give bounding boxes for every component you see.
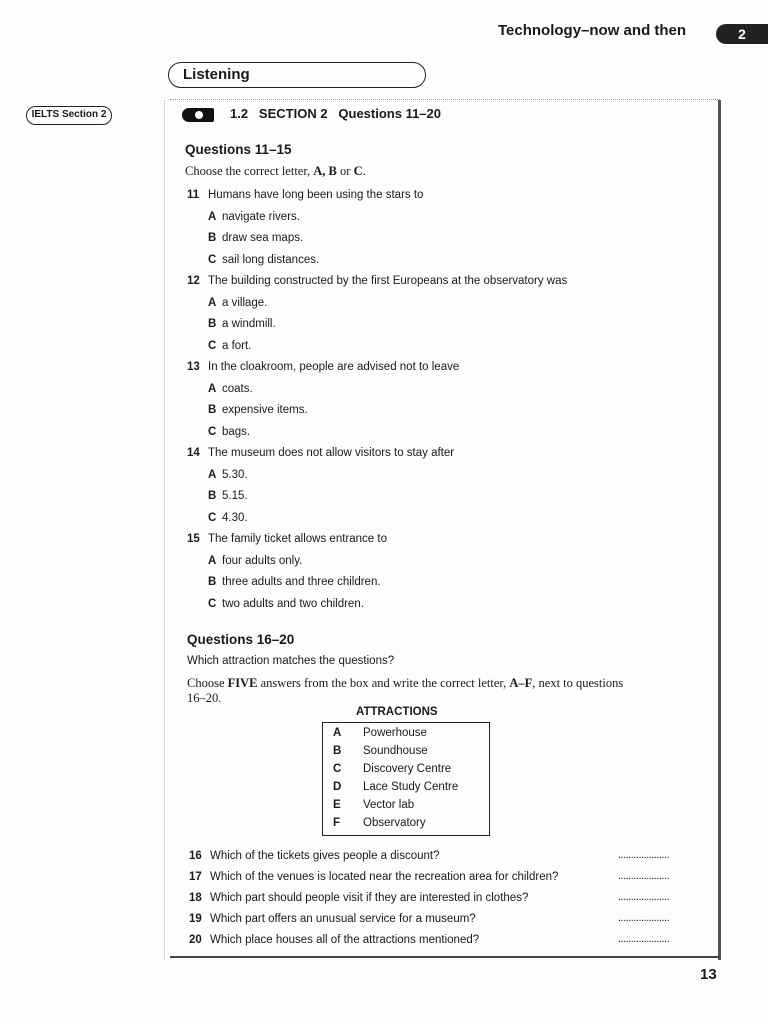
question-text: Which part offers an unusual service for a museum? [210,913,476,925]
question-text: Which of the venues is located near the recreation area for children? [210,871,559,883]
question-14 [187,447,454,459]
option-14-c [208,512,248,524]
option-15-b [208,576,381,588]
option-text: a village. [222,296,268,309]
question-13 [187,361,459,373]
option-letter: C [208,597,217,610]
question-19 [189,913,476,925]
option-letter: C [208,425,217,438]
panel-top-border [170,99,720,100]
option-letter: B [208,404,217,416]
option-text: coats. [222,382,253,395]
section-title-box: Listening [168,62,426,88]
option-text: expensive items. [222,404,308,416]
question-text: Which part should people visit if they are interested in clothes? [210,892,529,904]
answer-blank-20[interactable]: .................... [618,933,670,945]
option-letter: B [208,232,217,244]
option-text: navigate rivers. [222,210,300,223]
option-letter: A [208,468,217,481]
question-text: The family ticket allows entrance to [208,533,387,545]
attraction-letter: A [333,727,342,739]
option-12-a [208,297,267,309]
page-number: 13 [700,966,717,983]
question-18 [189,892,528,904]
option-text: two adults and two children. [222,597,364,610]
option-letter: A [208,296,217,309]
option-14-b [208,490,248,502]
option-text: four adults only. [222,554,303,567]
ielts-section-badge: IELTS Section 2 [26,106,112,125]
question-number: 12 [187,275,200,287]
option-letter: C [208,253,217,266]
question-number: 11 [187,189,200,201]
question-20 [189,934,479,946]
instruction-range: A–F [509,676,533,690]
attraction-a [333,727,427,739]
option-text: 4.30. [222,511,248,524]
option-14-a [208,469,248,481]
option-text: bags. [222,425,251,438]
option-letter: B [208,490,217,502]
answer-blank-19[interactable]: .................... [618,912,670,924]
attraction-name: Soundhouse [363,745,428,757]
option-15-c [208,598,364,610]
instruction-end: . [362,164,366,178]
attraction-name: Observatory [363,817,426,829]
option-11-b [208,232,303,244]
question-number: 13 [187,361,200,373]
option-text: 5.15. [222,490,248,502]
audio-cd-icon [182,108,214,122]
attraction-d [333,781,458,793]
option-letter: A [208,210,217,223]
attraction-name: Lace Study Centre [363,781,459,793]
attraction-name: Discovery Centre [363,763,452,775]
instruction-five: FIVE [227,676,258,690]
option-letter: A [208,554,217,567]
option-letter: A [208,382,217,395]
instruction-answers: answers from the box and write the correct letter, [257,676,510,690]
panel-left-border [164,100,165,960]
track-label [230,106,441,121]
option-12-b [208,318,276,330]
option-letter: C [208,339,217,352]
instruction-or: or [336,164,354,178]
panel-bottom-border [170,956,720,958]
question-number: 19 [189,913,202,925]
instruction-letters: A, B [313,164,337,178]
option-letter: B [208,576,217,588]
attraction-name: Vector lab [363,799,415,811]
track-questions: Questions 11–20 [338,106,442,121]
track-section: SECTION 2 [258,106,328,121]
question-text: Which of the tickets gives people a discount? [210,850,440,862]
attraction-letter: B [333,745,342,757]
question-15 [187,533,387,545]
chapter-title: Technology–now and then [498,22,687,39]
option-12-c [208,340,251,352]
question-number: 15 [187,533,200,545]
answer-blank-17[interactable]: .................... [618,870,670,882]
question-12 [187,275,567,287]
attraction-letter: E [333,799,341,811]
question-17 [189,871,558,883]
chapter-number-tab: 2 [716,24,768,44]
attraction-e [333,799,414,811]
option-text: a fort. [222,339,252,352]
option-13-c [208,426,250,438]
answer-blank-16[interactable]: .................... [618,849,670,861]
question-number: 18 [189,892,202,904]
instruction-next: , next to questions [532,676,624,690]
option-text: three adults and three children. [222,576,381,588]
question-number: 17 [189,871,202,883]
question-number: 16 [189,850,202,862]
option-letter: C [208,511,217,524]
option-text: draw sea maps. [222,232,304,244]
track-number: 1.2 [230,106,249,121]
option-15-a [208,555,302,567]
option-13-a [208,383,253,395]
attraction-name: Powerhouse [363,727,427,739]
part2-instruction-2 [187,676,623,691]
question-number: 14 [187,447,200,459]
question-11 [187,189,423,201]
part2-instruction-line2: 16–20. [187,691,222,705]
option-11-c [208,254,319,266]
question-16 [189,850,440,862]
attraction-letter: C [333,763,342,775]
attractions-title: ATTRACTIONS [356,706,438,718]
question-text: The building constructed by the first Europeans at the observatory was [208,275,568,287]
attraction-letter: F [333,817,341,829]
question-text: Humans have long been using the stars to [208,189,424,201]
option-11-a [208,211,300,223]
attraction-f [333,817,426,829]
question-text: In the cloakroom, people are advised not to leave [208,361,460,373]
instruction-text: Choose the correct letter, [185,164,314,178]
part2-instruction-1: Which attraction matches the questions? [187,655,395,667]
option-text: sail long distances. [222,253,320,266]
option-13-b [208,404,308,416]
option-text: 5.30. [222,468,248,481]
attraction-c [333,763,451,775]
question-number: 20 [189,934,202,946]
option-text: a windmill. [222,318,276,330]
attractions-box [322,722,490,836]
questions-11-15-heading: Questions 11–15 [185,142,292,157]
option-letter: B [208,318,217,330]
questions-16-20-heading: Questions 16–20 [187,632,295,647]
answer-blank-18[interactable]: .................... [618,891,670,903]
instruction-letter-c: C [353,164,363,178]
instruction-choose: Choose [187,676,228,690]
attraction-b [333,745,428,757]
part1-instruction [185,164,366,179]
attraction-letter: D [333,781,342,793]
question-text: Which place houses all of the attractions mentioned? [210,934,480,946]
question-text: The museum does not allow visitors to stay after [208,447,455,459]
panel-right-border [718,100,721,960]
